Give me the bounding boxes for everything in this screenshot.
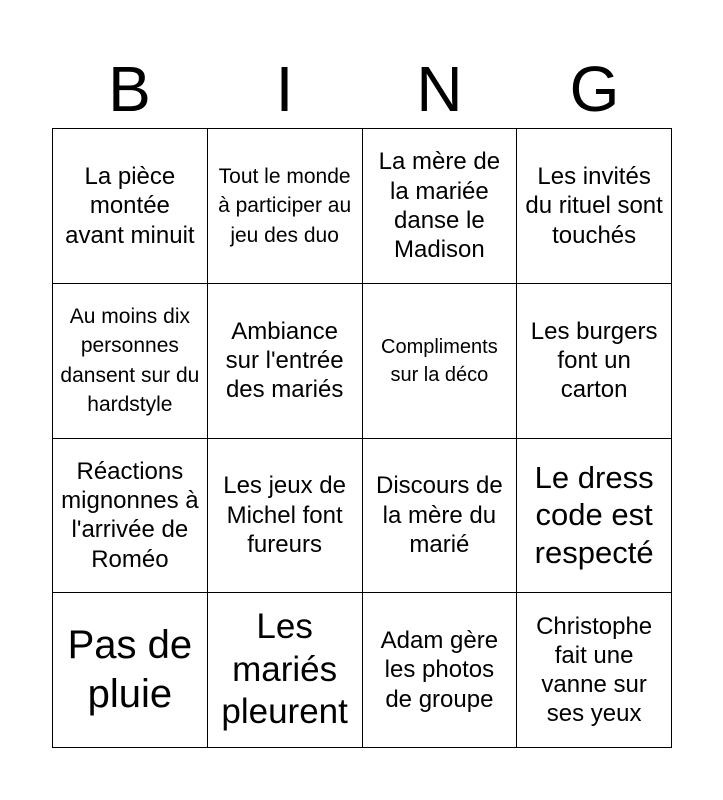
bingo-cell[interactable] bbox=[53, 593, 208, 748]
cell-text: Au moins dix personnes dansent sur du hardstyle bbox=[60, 304, 200, 417]
cell-text: Christophe fait une vanne sur ses yeux bbox=[536, 612, 653, 728]
cell-text: Le dress code est respecté bbox=[534, 459, 654, 571]
cell-text: Les invités du rituel sont touchés bbox=[525, 162, 663, 249]
cell-text: Discours de la mère du marié bbox=[376, 472, 503, 558]
bingo-cell[interactable] bbox=[53, 129, 208, 284]
bingo-cell[interactable] bbox=[53, 439, 208, 594]
bingo-header bbox=[52, 50, 672, 128]
cell-text: La pièce montée avant minuit bbox=[65, 162, 195, 249]
bingo-cell[interactable] bbox=[208, 284, 363, 439]
bingo-cell[interactable] bbox=[363, 439, 518, 594]
cell-text: Les burgers font un carton bbox=[530, 317, 658, 404]
cell-text: Les jeux de Michel font fureurs bbox=[223, 472, 346, 558]
cell-text: Adam gère les photos de groupe bbox=[380, 627, 499, 713]
cell-text: Réactions mignonnes à l'arrivée de Roméo bbox=[61, 457, 199, 573]
bingo-cell[interactable] bbox=[53, 284, 208, 439]
cell-text: Compliments sur la déco bbox=[381, 335, 498, 386]
cell-text: Ambiance sur l'entrée des mariés bbox=[225, 317, 344, 404]
header-letter-b: B bbox=[108, 53, 151, 125]
bingo-cell[interactable] bbox=[208, 593, 363, 748]
cell-text: Pas de pluie bbox=[67, 623, 193, 717]
cell-text: Les mariés pleurent bbox=[221, 607, 348, 732]
bingo-cell[interactable] bbox=[517, 593, 672, 748]
cell-text: La mère de la mariée danse le Madison bbox=[378, 148, 501, 264]
bingo-cell[interactable] bbox=[517, 284, 672, 439]
bingo-cell[interactable] bbox=[517, 129, 672, 284]
bingo-cell[interactable] bbox=[363, 593, 518, 748]
header-letter-i: I bbox=[275, 53, 294, 125]
cell-text: Tout le monde à participer au jeu des duo bbox=[218, 164, 352, 247]
header-letter-n: N bbox=[416, 53, 463, 125]
bingo-cell[interactable] bbox=[208, 439, 363, 594]
header-letter-g: G bbox=[569, 53, 620, 125]
bingo-cell[interactable] bbox=[517, 439, 672, 594]
bingo-cell[interactable] bbox=[363, 129, 518, 284]
bingo-grid bbox=[52, 128, 672, 748]
bingo-cell[interactable] bbox=[363, 284, 518, 439]
bingo-cell[interactable] bbox=[208, 129, 363, 284]
